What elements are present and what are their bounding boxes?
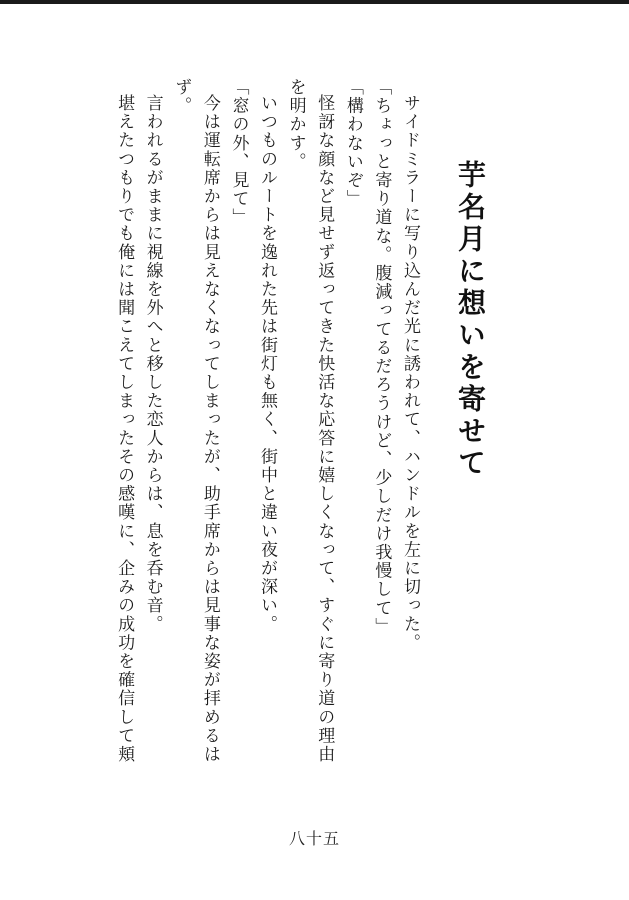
text-line: 怪訝な顔など見せず返ってきた快活な応答に嬉しくなって、すぐに寄り道の理由 xyxy=(314,94,335,764)
text-line: サイドミラーに写り込んだ光に誘われて、ハンドルを左に切った。 xyxy=(400,94,420,652)
text-line: 「窓の外、見て」 xyxy=(228,78,249,227)
chapter-title: 芋名月に想いを寄せて xyxy=(454,160,487,480)
text-line: 言われるがままに視線を外へと移した恋人からは、息を呑む音。 xyxy=(142,94,163,634)
text-line: 堪えたつもりでも俺には聞こえてしまったその感嘆に、企みの成功を確信して頬 xyxy=(114,94,135,764)
text-line: ず。 xyxy=(171,78,192,116)
text-line: いつものルートを逸れた先は街灯も無く、街中と違い夜が深い。 xyxy=(257,94,278,634)
text-line: 今は運転席からは見えなくなってしまったが、助手席からは見事な姿が拝めるは xyxy=(199,94,220,764)
text-line: を明かす。 xyxy=(285,78,306,171)
body-text xyxy=(84,78,424,818)
page-number: 八十五 xyxy=(288,829,340,848)
text-line: 「構わないぞ」 xyxy=(342,78,363,209)
text-line: 「ちょっと寄り道な。腹減ってるだろうけど、少しだけ我慢して」 xyxy=(371,78,392,636)
top-border xyxy=(0,0,629,4)
